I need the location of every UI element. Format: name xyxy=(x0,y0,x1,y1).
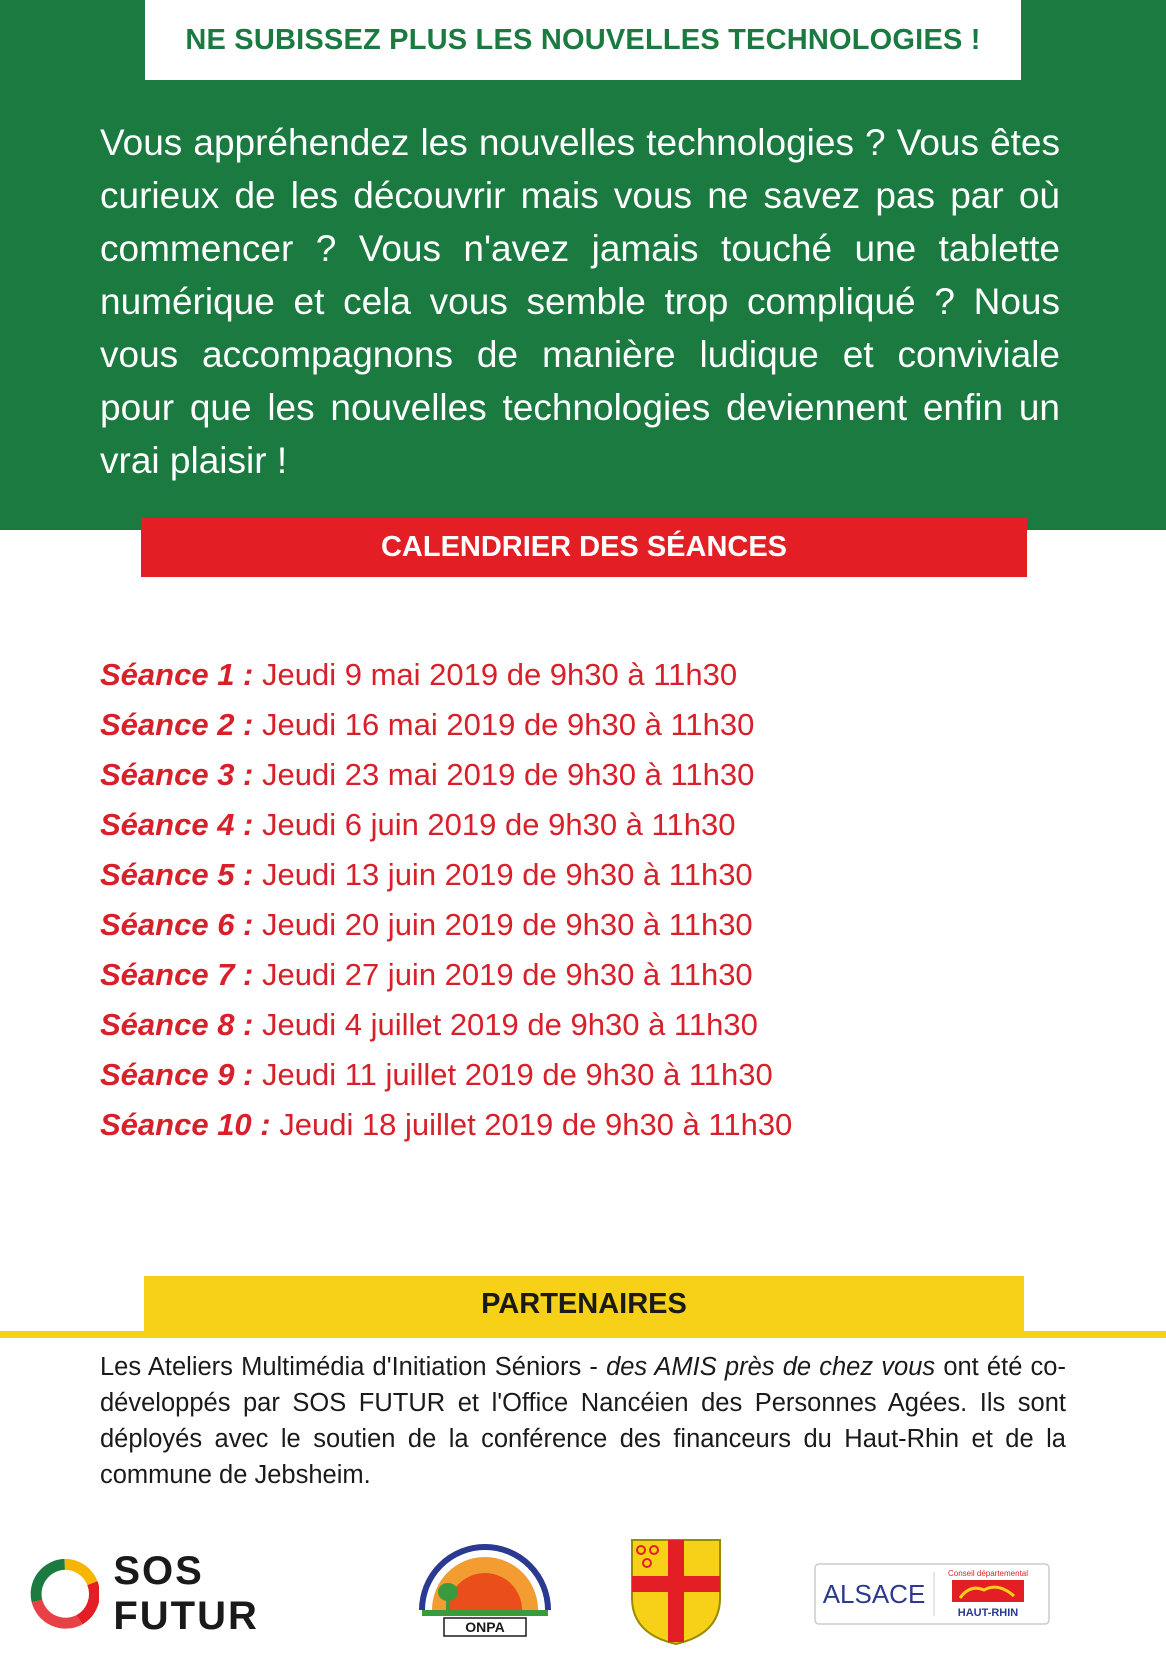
session-item xyxy=(100,700,792,750)
session-label: Séance 8 : xyxy=(100,1007,254,1042)
partners-text-italic: des AMIS près de chez vous xyxy=(606,1353,936,1381)
intro-paragraph: Vous appréhendez les nouvelles technologies ? Vous êtes curieux de les découvrir mais vous ne savez pas par où commencer ? Vous n'avez jamais touché une tablette numérique et cela vous semble trop compliqué ? Nous vous accompagnons de manière ludique et conviviale pour que les nouvelles technologies deviennent enfin un vrai plaisir ! xyxy=(100,122,1060,481)
session-list xyxy=(100,650,792,1150)
partners-paragraph xyxy=(100,1349,1066,1493)
session-label: Séance 10 : xyxy=(100,1107,271,1142)
session-item xyxy=(100,1100,792,1150)
onpa-name: ONPA xyxy=(465,1619,505,1635)
onpa-logo xyxy=(414,1540,556,1640)
partners-banner xyxy=(144,1276,1024,1333)
session-date: Jeudi 13 juin 2019 de 9h30 à 11h30 xyxy=(253,857,753,892)
session-label: Séance 3 : xyxy=(100,757,254,792)
session-date: Jeudi 20 juin 2019 de 9h30 à 11h30 xyxy=(253,907,753,942)
haut-rhin-label: HAUT-RHIN xyxy=(957,1607,1019,1619)
conseil-label: Conseil départemental xyxy=(947,1569,1029,1578)
partners-text-start: Les Ateliers Multimédia d'Initiation Séniors - xyxy=(100,1353,607,1381)
session-date: Jeudi 11 juillet 2019 de 9h30 à 11h30 xyxy=(253,1057,773,1092)
session-date: Jeudi 6 juin 2019 de 9h30 à 11h30 xyxy=(253,807,736,842)
session-label: Séance 9 : xyxy=(100,1057,254,1092)
calendar-banner xyxy=(141,518,1027,577)
jebsheim-shield-logo xyxy=(628,1536,724,1648)
session-item xyxy=(100,1000,792,1050)
sos-futur-logo xyxy=(30,1549,360,1638)
session-label: Séance 1 : xyxy=(100,657,254,692)
session-item xyxy=(100,650,792,700)
session-date: Jeudi 23 mai 2019 de 9h30 à 11h30 xyxy=(253,757,755,792)
headline-banner xyxy=(145,0,1021,80)
session-item xyxy=(100,900,792,950)
session-label: Séance 4 : xyxy=(100,807,254,842)
partners-title: PARTENAIRES xyxy=(481,1288,687,1320)
sos-futur-ring-icon xyxy=(30,1559,99,1629)
session-item xyxy=(100,850,792,900)
session-date: Jeudi 4 juillet 2019 de 9h30 à 11h30 xyxy=(253,1007,758,1042)
session-item xyxy=(100,1050,792,1100)
session-item xyxy=(100,950,792,1000)
headline-title: NE SUBISSEZ PLUS LES NOUVELLES TECHNOLOGIES ! xyxy=(185,23,981,56)
sos-futur-name: SOS FUTUR xyxy=(113,1549,259,1638)
session-item xyxy=(100,750,792,800)
session-date: Jeudi 9 mai 2019 de 9h30 à 11h30 xyxy=(253,657,738,692)
session-date: Jeudi 16 mai 2019 de 9h30 à 11h30 xyxy=(253,707,755,742)
session-label: Séance 7 : xyxy=(100,957,254,992)
partners-text-end: ont été co-développés par SOS FUTUR et l'Office Nancéien des Personnes Agées. Ils sont déployés avec le soutien de la conférence des financeurs du Haut-Rhin et de la commune de Jebsheim. xyxy=(100,1353,1066,1489)
session-label: Séance 2 : xyxy=(100,707,254,742)
alsace-name: ALSACE xyxy=(822,1579,926,1609)
calendar-title: CALENDRIER DES SÉANCES xyxy=(380,531,788,563)
session-date: Jeudi 18 juillet 2019 de 9h30 à 11h30 xyxy=(270,1107,793,1142)
session-date: Jeudi 27 juin 2019 de 9h30 à 11h30 xyxy=(253,957,753,992)
session-item xyxy=(100,800,792,850)
session-label: Séance 5 : xyxy=(100,857,254,892)
session-label: Séance 6 : xyxy=(100,907,254,942)
alsace-haut-rhin-logo xyxy=(814,1558,1050,1628)
